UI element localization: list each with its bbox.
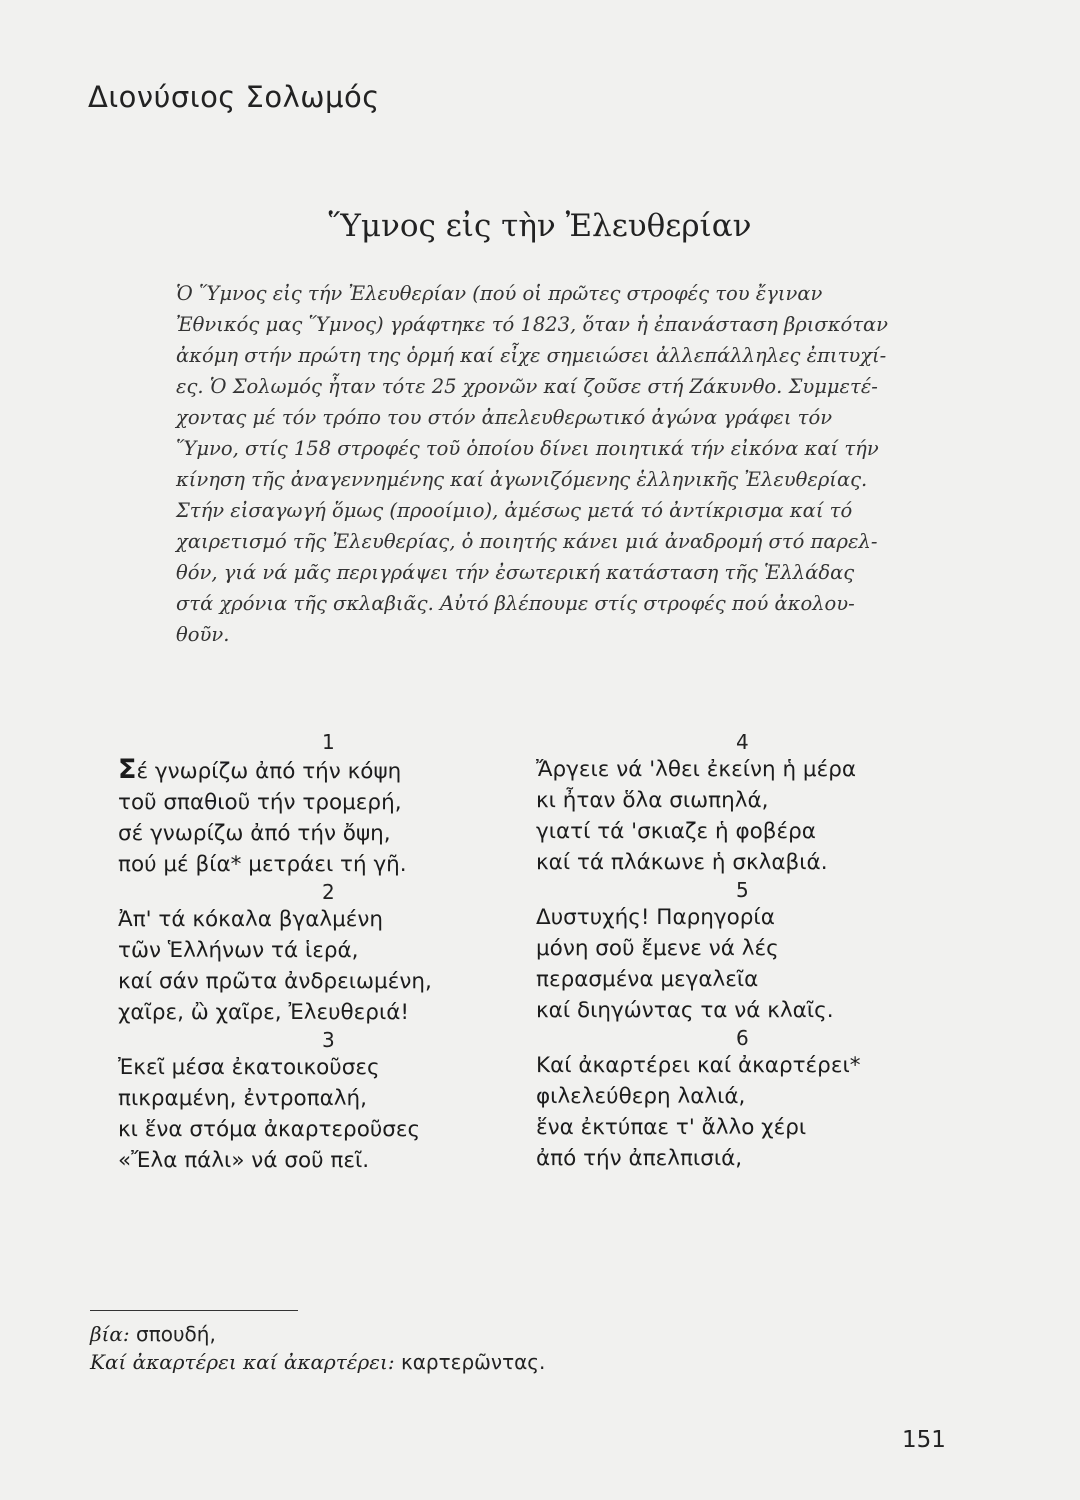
footnotes: [90, 1320, 545, 1376]
poem-column-right: [536, 730, 956, 1174]
verse-line: καί σάν πρῶτα ἀνδρειωμένη,: [118, 969, 432, 994]
intro-line: κίνηση τῆς ἀναγεννημένης καί ἀγωνιζόμενης ἑλληνικῆς Ἐλευθερίας.: [176, 468, 868, 491]
verse-line: Καί ἀκαρτέρει καί ἀκαρτέρει*: [536, 1053, 861, 1078]
intro-line: στά χρόνια τῆς σκλαβιᾶς. Αὐτό βλέπουμε στίς στροφές πού ἀκολου-: [176, 592, 855, 615]
stanza-number: 4: [736, 730, 749, 754]
verse-line: ἀπό τήν ἀπελπισιά,: [536, 1146, 743, 1171]
poem-column-left: [118, 730, 448, 1176]
verse-line: φιλελεύθερη λαλιά,: [536, 1084, 746, 1109]
drop-cap: Σ: [118, 754, 137, 785]
verse-line: Ἄργειε νά 'λθει ἐκείνη ἡ μέρα: [536, 757, 857, 782]
verse-line: κι ἕνα στόμα ἀκαρτεροῦσες: [118, 1117, 421, 1142]
verse-line: χαῖρε, ὢ χαῖρε, Ἐλευθεριά!: [118, 1000, 410, 1025]
verse-line: Ἐκεῖ μέσα ἐκατοικοῦσες: [118, 1055, 380, 1080]
verse-line: Ἀπ' τά κόκαλα βγαλμένη: [118, 907, 384, 932]
intro-line: Ὕμνο, στίς 158 στροφές τοῦ ὁποίου δίνει ποιητικά τήν εἰκόνα καί τήν: [176, 437, 879, 460]
stanza-number: 6: [736, 1026, 749, 1050]
stanza: [118, 730, 448, 880]
footnote-term: βία:: [90, 1322, 130, 1346]
verse-line: ἕνα ἐκτύπαε τ' ἄλλο χέρι: [536, 1115, 807, 1140]
verse-line: κι ἦταν ὅλα σιωπηλά,: [536, 788, 769, 813]
author-name: Διονύσιος Σολωμός: [88, 80, 380, 114]
verse-line: τῶν Ἑλλήνων τά ἱερά,: [118, 938, 359, 963]
stanza: [536, 878, 956, 1026]
intro-line: χοντας μέ τόν τρόπο του στόν ἀπελευθερωτικό ἀγώνα γράφει τόν: [176, 406, 833, 429]
stanza: [118, 1028, 448, 1176]
intro-line: Ἐθνικός μας Ὕμνος) γράφτηκε τό 1823, ὅταν ἡ ἐπανάσταση βρισκόταν: [176, 313, 889, 336]
footnote-definition: σπουδή,: [136, 1322, 216, 1346]
stanza-number: 3: [322, 1028, 335, 1052]
stanza-number: 1: [322, 730, 335, 754]
intro-line: ἀκόμη στήν πρώτη της ὁρμή καί εἶχε σημειώσει ἀλλεπάλληλες ἐπιτυχί-: [176, 344, 887, 367]
verse-line: περασμένα μεγαλεῖα: [536, 967, 759, 992]
intro-line: Ὁ Ὕμνος εἰς τήν Ἐλευθερίαν (πού οἱ πρῶτες στροφές του ἔγιναν: [176, 282, 823, 305]
verse-line: σέ γνωρίζω ἀπό τήν ὄψη,: [118, 821, 391, 846]
stanza: [536, 1026, 956, 1174]
verse-line: καί τά πλάκωνε ἡ σκλαβιά.: [536, 850, 828, 875]
intro-line: Στήν εἰσαγωγή ὅμως (προοίμιο), ἀμέσως μετά τό ἀντίκρισμα καί τό: [176, 499, 853, 522]
verse-line-rest: έ γνωρίζω ἀπό τήν κόψη: [136, 759, 402, 784]
verse-line: καί διηγώντας τα νά κλαῖς.: [536, 998, 834, 1023]
intro-line: θοῦν.: [176, 623, 230, 646]
stanza-number: 2: [322, 880, 335, 904]
page-number: 151: [902, 1427, 946, 1453]
intro-paragraph: [176, 278, 936, 650]
footnote: [90, 1348, 545, 1376]
verse-line: γιατί τά 'σκιαζε ἡ φοβέρα: [536, 819, 816, 844]
stanza: [536, 730, 956, 878]
intro-line: ες. Ὁ Σολωμός ἦταν τότε 25 χρονῶν καί ζοῦσε στή Ζάκυνθο. Συμμετέ-: [176, 375, 878, 398]
verse-line: πικραμένη, ἐντροπαλή,: [118, 1086, 367, 1111]
verse-line: «Ἔλα πάλι» νά σοῦ πεῖ.: [118, 1148, 370, 1173]
verse-line: πού μέ βία* μετράει τή γῆ.: [118, 852, 407, 877]
intro-line: θόν, γιά νά μᾶς περιγράψει τήν ἐσωτερική κατάσταση τῆς Ἑλλάδας: [176, 561, 855, 584]
stanza: [118, 880, 448, 1028]
intro-line: χαιρετισμό τῆς Ἐλευθερίας, ὁ ποιητής κάνει μιά ἀναδρομή στό παρελ-: [176, 530, 878, 553]
stanza-number: 5: [736, 878, 749, 902]
footnote-divider: [90, 1310, 298, 1311]
verse-line: [118, 754, 448, 787]
verse-line: μόνη σοῦ ἔμενε νά λές: [536, 936, 779, 961]
poem-title: Ὕμνος εἰς τὴν Ἐλευθερίαν: [328, 208, 752, 244]
verse-line: τοῦ σπαθιοῦ τήν τρομερή,: [118, 790, 402, 815]
footnote: [90, 1320, 545, 1348]
footnote-term: Καί ἀκαρτέρει καί ἀκαρτέρει:: [90, 1350, 395, 1374]
footnote-definition: καρτερῶντας.: [400, 1350, 546, 1374]
verse-line: Δυστυχής! Παρηγορία: [536, 905, 775, 930]
